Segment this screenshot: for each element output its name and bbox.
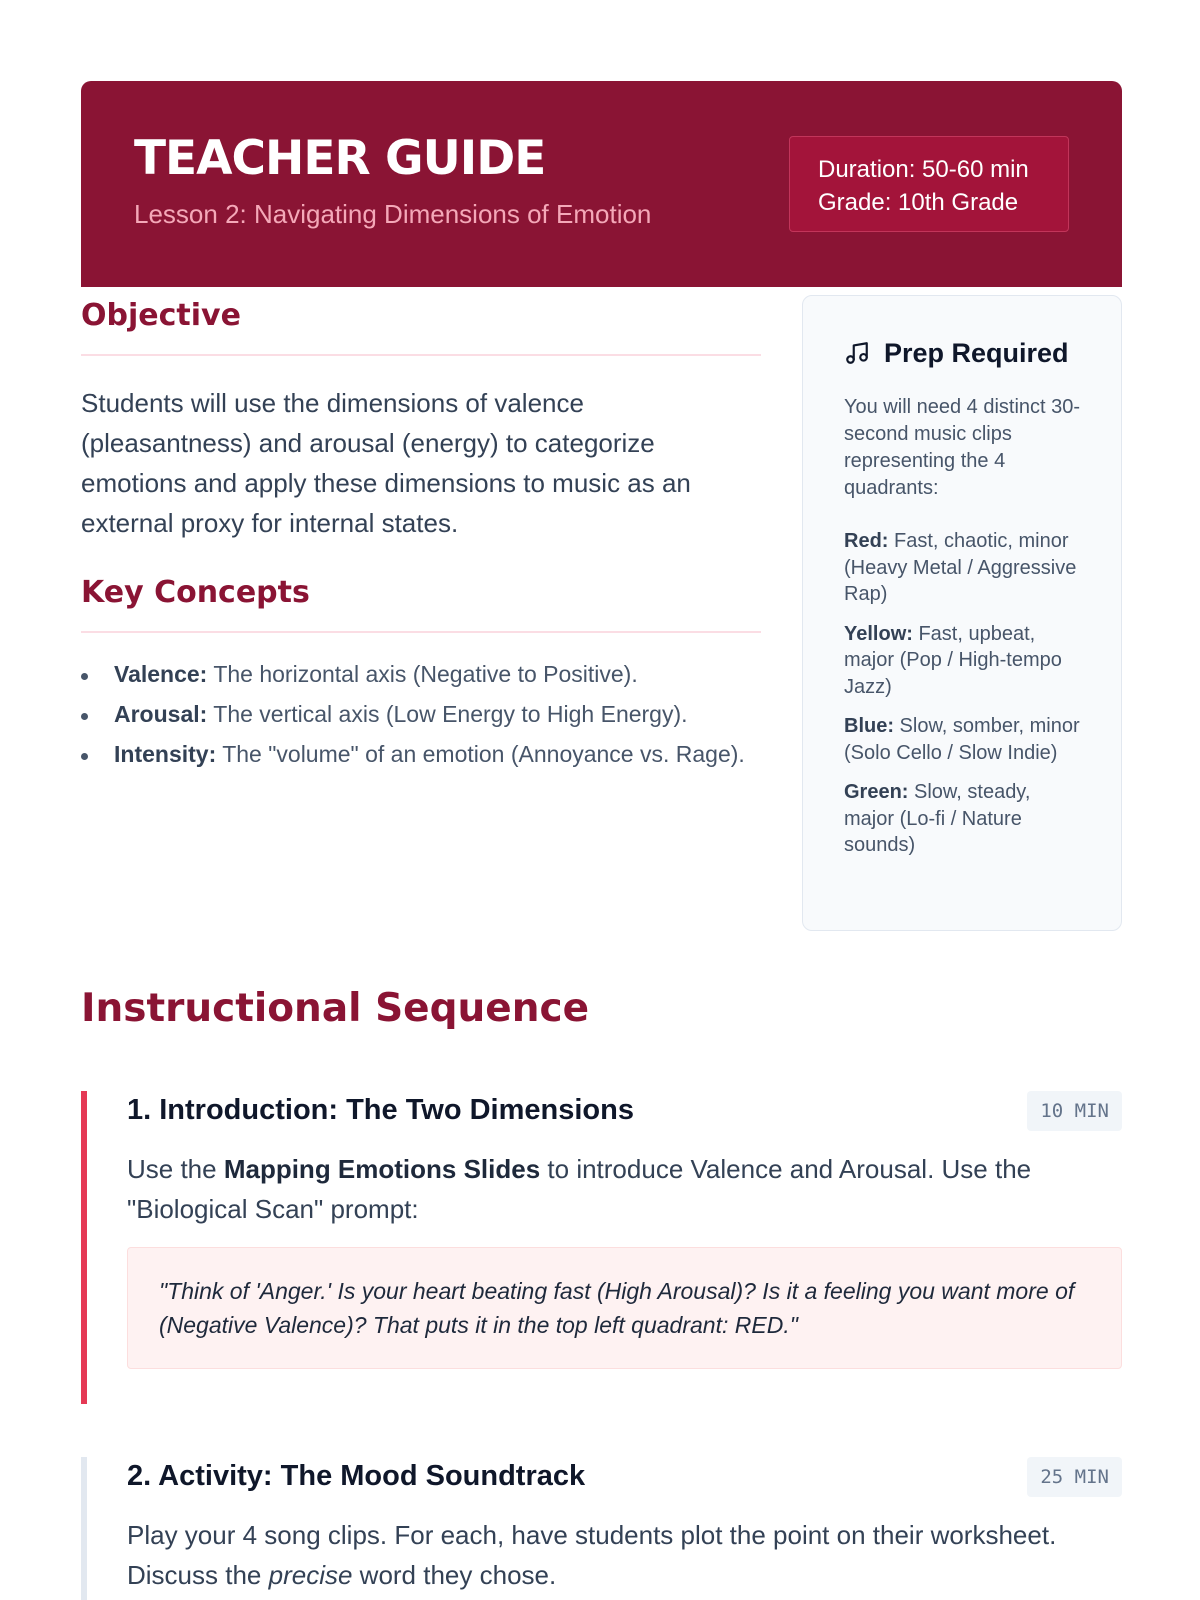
key-concepts-divider <box>81 631 761 633</box>
objective-heading: Objective <box>81 298 241 333</box>
step-header <box>127 1091 1122 1131</box>
step-title: 1. Introduction: The Two Dimensions <box>127 1094 634 1126</box>
step-description <box>127 1515 1122 1595</box>
step-text-part: word they chose. <box>352 1560 557 1590</box>
prep-item-label: Blue: <box>844 715 894 737</box>
step-text-part: to introduce Valence and Arousal. Use the "Biological Scan" prompt: <box>127 1154 1032 1224</box>
prep-item-red <box>844 528 1081 608</box>
prep-header <box>844 338 1081 368</box>
concept-item <box>81 738 761 771</box>
duration-badge: 25 MIN <box>1027 1457 1122 1497</box>
sequence-step-1 <box>81 1091 1122 1404</box>
prep-item-label: Yellow: <box>844 622 913 645</box>
concept-term: Arousal: <box>114 701 208 727</box>
concept-text: The "volume" of an emotion (Annoyance vs. Rage). <box>216 741 745 767</box>
concept-term: Valence: <box>114 661 208 687</box>
prep-item-blue <box>844 713 1081 766</box>
duration-badge: 10 MIN <box>1027 1091 1122 1131</box>
prep-title: Prep Required <box>884 337 1069 368</box>
concept-item <box>81 658 761 691</box>
page-title: TEACHER GUIDE <box>134 131 546 186</box>
prep-item-green <box>844 779 1081 859</box>
prep-intro: You will need 4 distinct 30-second music clips representing the 4 quadrants: <box>844 396 1081 499</box>
lesson-subtitle: Lesson 2: Navigating Dimensions of Emotion <box>134 199 652 229</box>
concept-term: Intensity: <box>114 741 217 767</box>
prep-item-label: Green: <box>844 781 909 803</box>
step-title: 2. Activity: The Mood Soundtrack <box>127 1460 586 1492</box>
header-banner <box>81 81 1122 287</box>
duration-label: Duration: 50-60 min <box>818 156 1029 183</box>
objective-text: Students will use the dimensions of valence (pleasantness) and arousal (energy) to categorize emotions and apply these dimensions to music as an external proxy for internal states. <box>81 388 691 538</box>
grade-label: Grade: 10th Grade <box>818 189 1019 216</box>
step-text-part: Play your 4 song clips. For each, have students plot the point on their worksheet. Discuss the <box>127 1520 1057 1590</box>
prep-item-yellow <box>844 621 1081 701</box>
key-concepts-list <box>81 658 761 778</box>
lesson-meta-box <box>789 136 1069 232</box>
slides-reference: Mapping Emotions Slides <box>223 1154 541 1184</box>
step-description <box>127 1149 1122 1229</box>
emphasis-text: precise <box>268 1560 353 1590</box>
prep-item-text: Slow, somber, minor (Solo Cello / Slow Indie) <box>844 715 1080 764</box>
prep-required-card <box>802 295 1122 931</box>
step-text-part: Use the <box>127 1154 224 1184</box>
sequence-heading: Instructional Sequence <box>81 986 590 1031</box>
prep-item-label: Red: <box>844 530 889 552</box>
step-header <box>127 1457 1122 1497</box>
prep-item-text: Slow, steady, major (Lo-fi / Nature sounds) <box>844 781 1031 856</box>
music-note-icon <box>844 340 870 366</box>
key-concepts-heading: Key Concepts <box>81 575 310 610</box>
concept-text: The vertical axis (Low Energy to High Energy). <box>207 701 688 727</box>
concept-item <box>81 698 761 731</box>
objective-divider <box>81 354 761 356</box>
biological-scan-quote: "Think of 'Anger.' Is your heart beating fast (High Arousal)? Is it a feeling you want more of (Negative Valence)? That puts it in the top left quadrant: RED." <box>127 1247 1122 1369</box>
prep-item-text: Fast, chaotic, minor (Heavy Metal / Aggressive Rap) <box>844 530 1077 605</box>
prep-item-text: Fast, upbeat, major (Pop / High-tempo Jazz) <box>844 622 1062 698</box>
sequence-step-2 <box>81 1457 1122 1600</box>
concept-text: The horizontal axis (Negative to Positive). <box>207 661 638 687</box>
